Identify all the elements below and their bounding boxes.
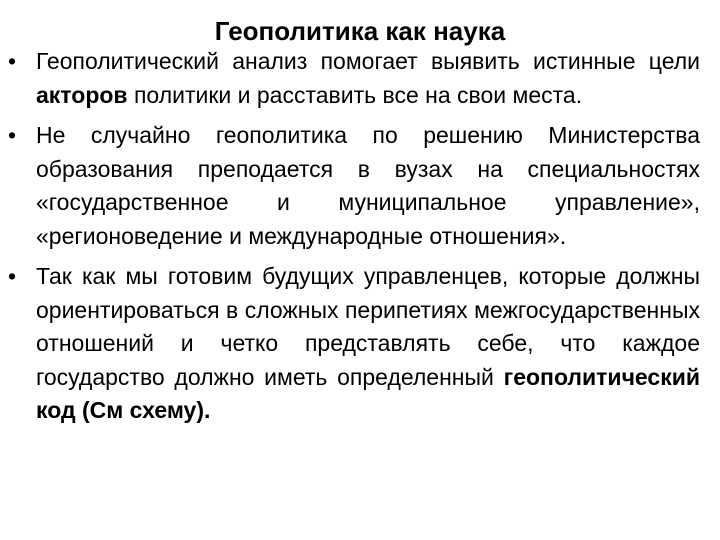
slide-title: Геополитика как наука	[214, 16, 506, 46]
bullet-icon: •	[8, 48, 17, 74]
bold-term-geopolitical-code: геополитический код (См схему).	[36, 363, 700, 423]
text-segment: политики и расставить все на свои места.	[127, 81, 583, 108]
text-segment: Так как мы готовим будущих управленцев, которые должны ориентироваться в сложных перипетиях межгосударственных отношений и четко представлять себе, что каждое государство должно иметь определенный	[36, 263, 700, 390]
text-segment: Геополитический анализ помогает выявить истинные цели	[36, 48, 700, 74]
bold-term-actors: акторов	[36, 81, 128, 108]
bullet-text	[36, 263, 700, 423]
bullet-item	[0, 260, 720, 428]
bullet-icon: •	[8, 263, 17, 289]
bullet-icon: •	[8, 122, 17, 148]
bullet-item	[0, 119, 720, 253]
bullet-list	[0, 45, 720, 435]
bullet-item	[0, 45, 720, 112]
text-segment: Не случайно геополитика по решению Министерства образования преподается в вузах на специальностях «государственное и муниципальное управление», «регионоведение и международные отношения».	[36, 122, 700, 249]
bullet-text	[36, 48, 700, 108]
bullet-text	[36, 122, 700, 249]
